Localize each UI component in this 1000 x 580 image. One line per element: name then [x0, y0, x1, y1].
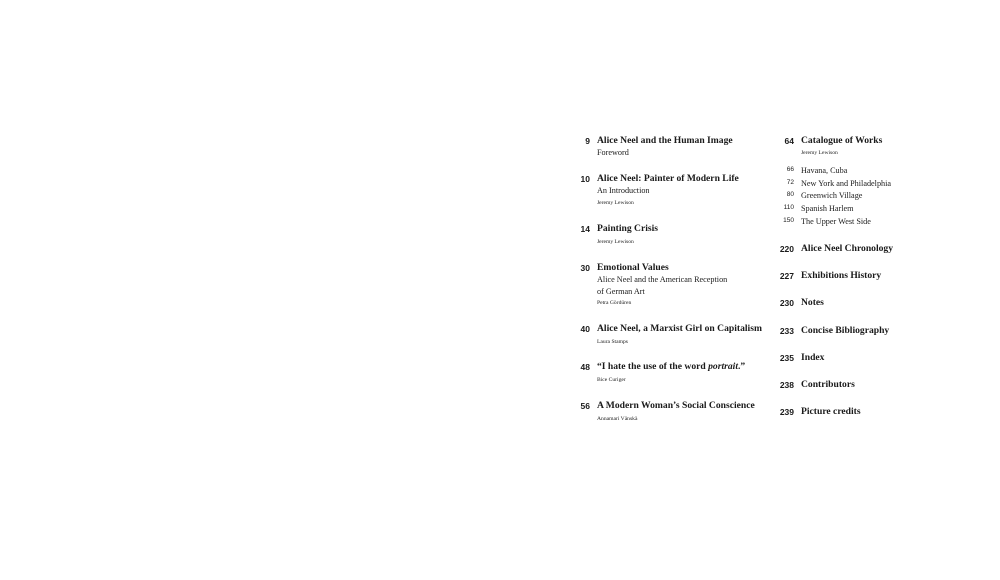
entry-title: A Modern Woman’s Social Conscience	[597, 400, 755, 411]
page-number: 30	[580, 263, 590, 273]
page-number: 40	[580, 324, 590, 334]
entry-title: Notes	[801, 297, 824, 308]
entry-title: Emotional Values	[597, 262, 669, 273]
page-number: 110	[783, 204, 794, 211]
page-number: 239	[779, 407, 794, 417]
entry-title: Picture credits	[801, 406, 861, 417]
entry-author: Jeremy Lewison	[597, 199, 634, 206]
entry-title: Index	[801, 352, 825, 363]
page-number: 238	[779, 380, 794, 390]
entry-title-prefix: “I hate the use of the word	[597, 361, 709, 372]
entry-author: Annamari Vänskä	[597, 416, 638, 422]
page-number: 235	[779, 353, 794, 363]
entry-title: Painting Crisis	[597, 223, 659, 234]
entry-title: Alice Neel Chronology	[801, 243, 894, 254]
page-number: 14	[580, 224, 590, 234]
entry-author: Jeremy Lewison	[597, 239, 634, 245]
entry-title	[597, 361, 765, 373]
entry-author: Jeremy Lewison	[801, 150, 838, 156]
entry-title: Contributors	[801, 379, 855, 390]
entry-title: Alice Neel: Painter of Modern Life	[597, 173, 739, 184]
entry-title: Alice Neel, a Marxist Girl on Capitalism	[597, 323, 762, 334]
page-number: 10	[580, 174, 590, 184]
entry-title: Alice Neel and the Human Image	[597, 135, 733, 146]
section-label: New York and Philadelphia	[801, 179, 892, 188]
entry-subtitle: Alice Neel and the American Reception	[597, 275, 728, 284]
page-number: 227	[779, 271, 794, 281]
page-number: 48	[580, 362, 590, 372]
entry-title: Concise Bibliography	[801, 325, 890, 336]
entry-title-italic: portrait	[708, 361, 738, 372]
page-number: 66	[786, 166, 794, 173]
page-number: 220	[779, 244, 794, 254]
page-number: 80	[786, 191, 794, 198]
page-number: 150	[783, 217, 794, 224]
entry-subtitle: of German Art	[597, 286, 645, 296]
entry-author: Laura Stamps	[597, 339, 628, 345]
section-label: The Upper West Side	[801, 217, 871, 226]
section-label: Greenwich Village	[801, 191, 863, 200]
page-number: 56	[580, 401, 590, 411]
entry-title: Catalogue of Works	[801, 135, 883, 146]
page-number: 9	[585, 136, 590, 146]
section-label: Havana, Cuba	[801, 166, 848, 175]
section-label: Spanish Harlem	[801, 204, 854, 213]
page-number: 72	[786, 179, 794, 186]
page-number: 230	[779, 298, 794, 308]
entry-author: Petra Gördüren	[597, 300, 632, 306]
page-number: 64	[784, 136, 794, 146]
entry-author: Bice Curiger	[597, 377, 626, 383]
entry-subtitle: Foreword	[597, 148, 629, 157]
entry-title: Exhibitions History	[801, 270, 882, 281]
entry-title-suffix: .”	[737, 361, 746, 372]
entry-subtitle: An Introduction	[597, 186, 650, 195]
page-number: 233	[779, 326, 794, 336]
